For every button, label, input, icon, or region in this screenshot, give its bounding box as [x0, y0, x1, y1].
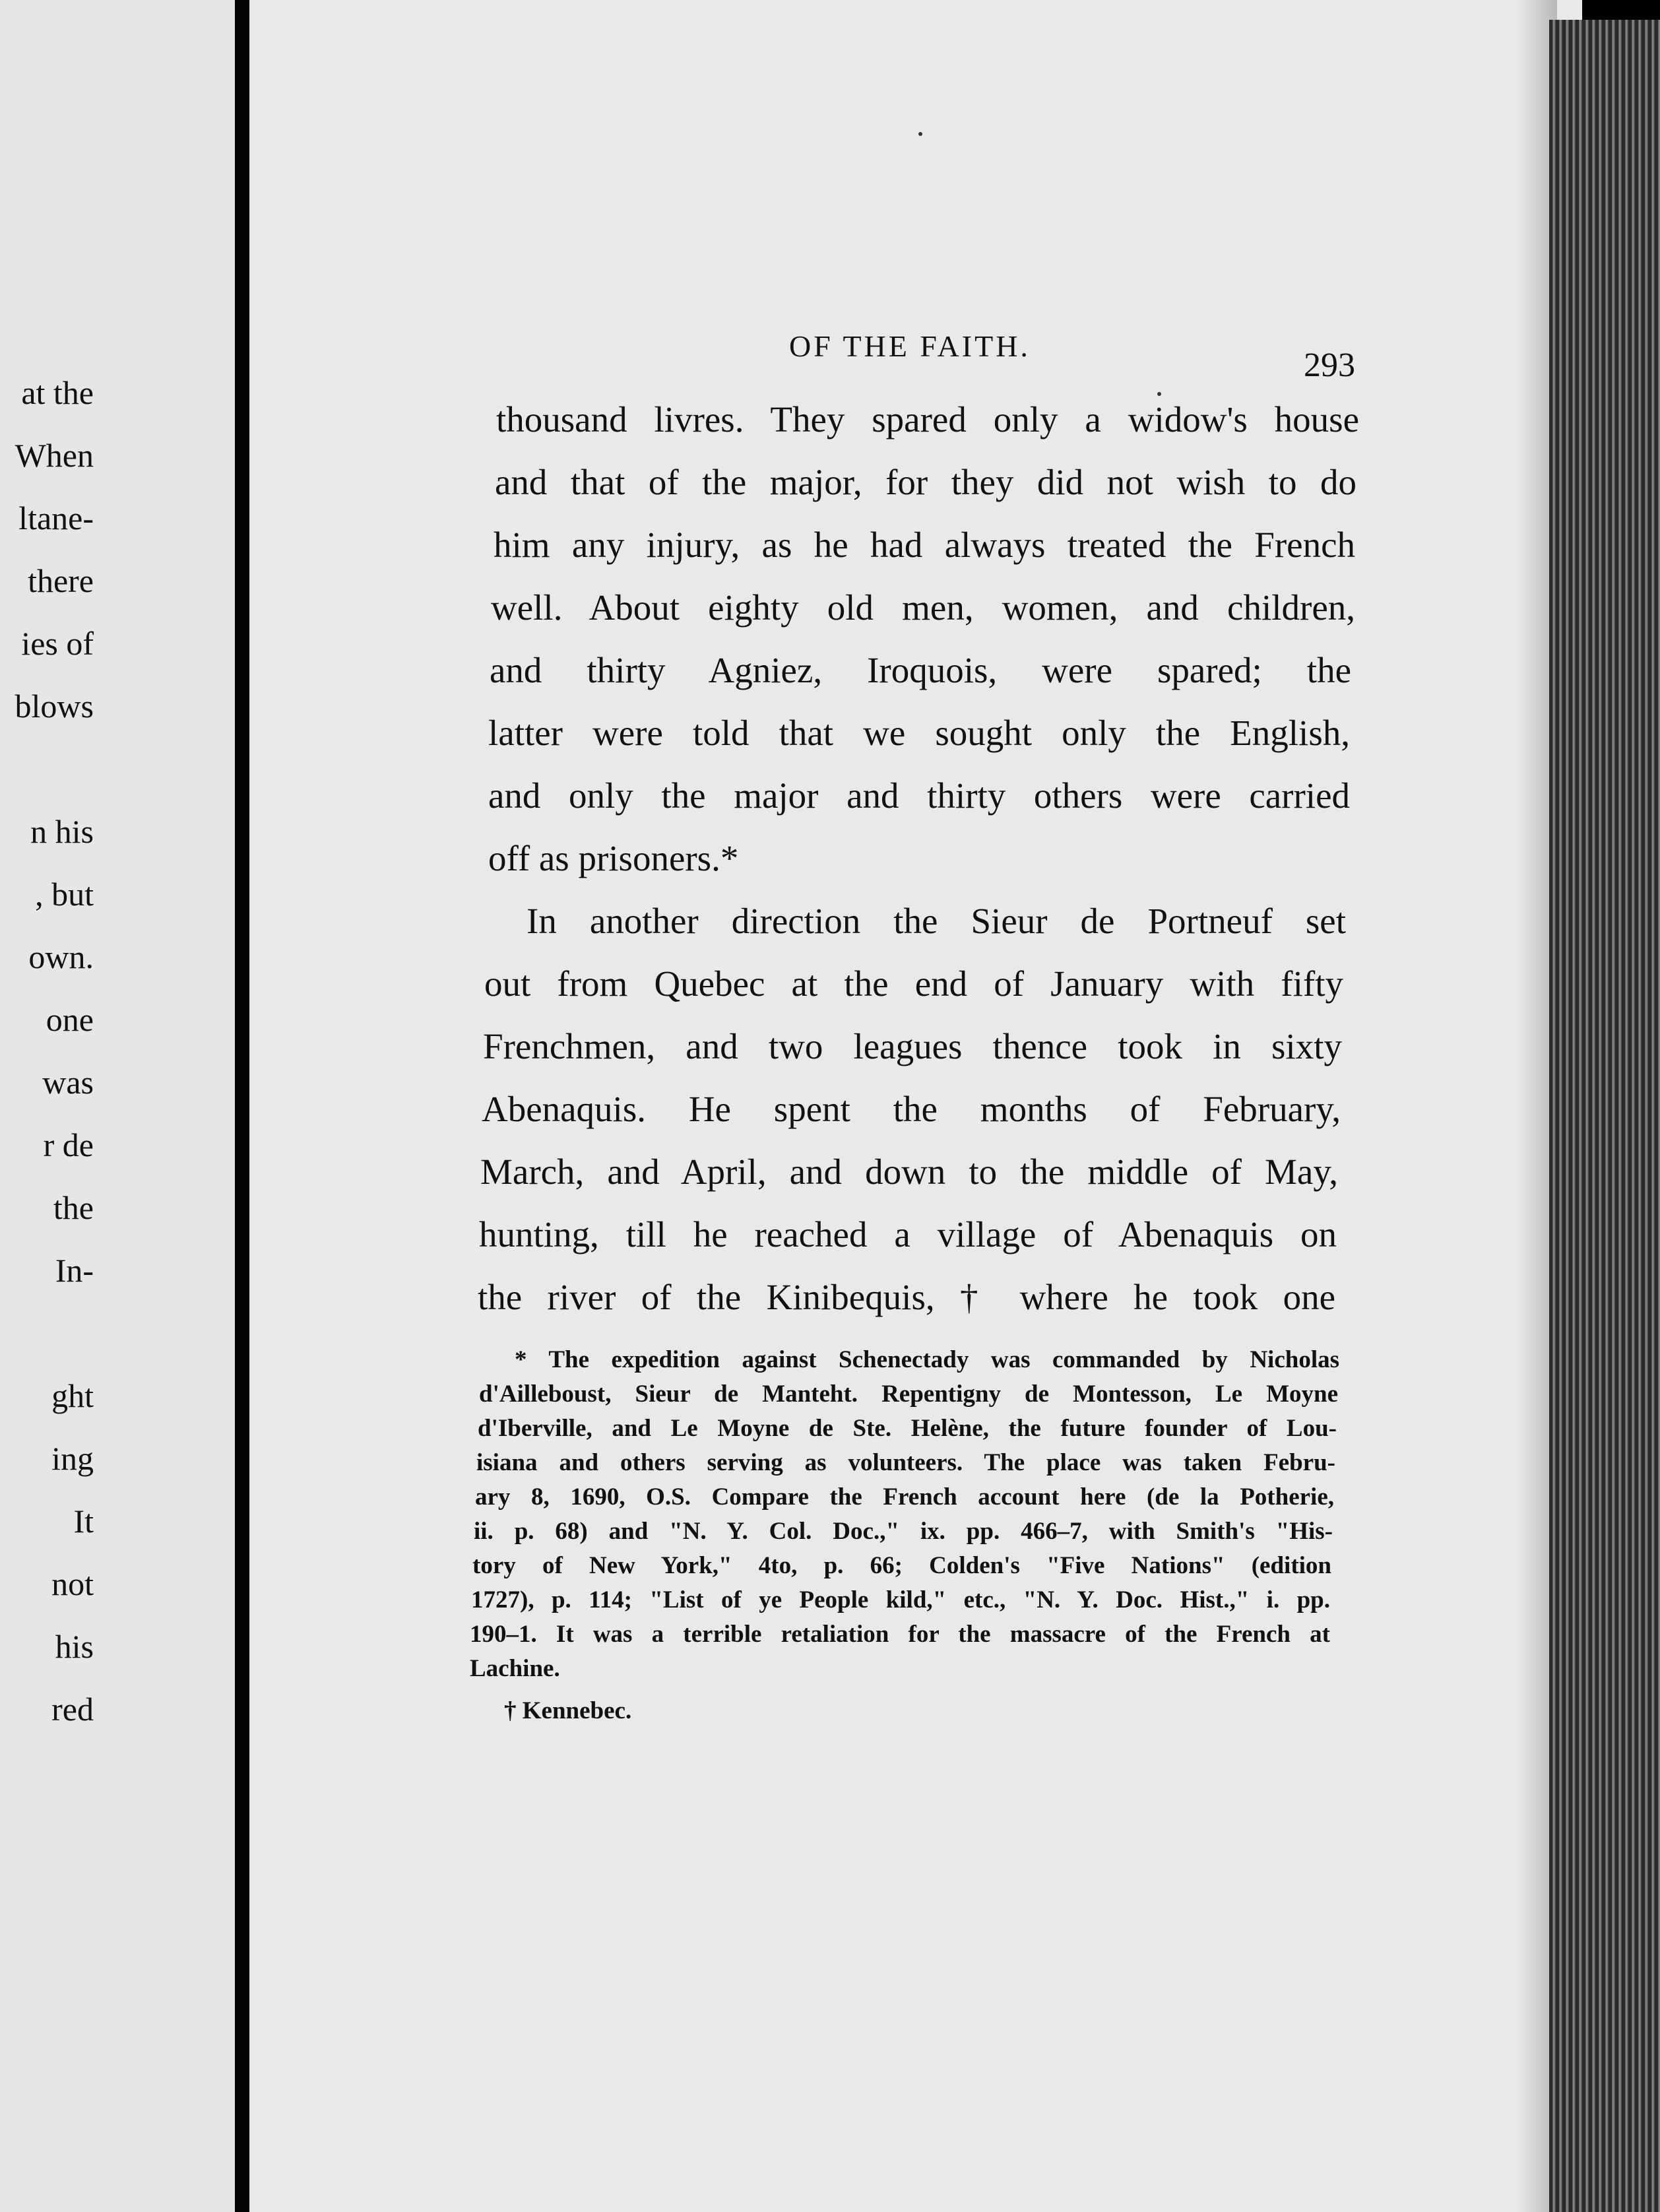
running-head: OF THE FAITH. — [789, 329, 1031, 363]
body-line: the river of the Kinibequis, † where he took one — [478, 1277, 1335, 1317]
book-gutter — [235, 0, 249, 2212]
body-line: Frenchmen, and two leagues thence took in sixty — [483, 1026, 1342, 1066]
left-page-fragment: r de — [43, 1126, 94, 1163]
footnote-line: tory of New York," 4to, p. 66; Colden's "Five Nations" (edition — [472, 1552, 1331, 1579]
left-page-fragment: one — [46, 1001, 94, 1038]
left-page-fragment: ies of — [21, 625, 94, 662]
body-line: In another direction the Sieur de Portneuf set — [527, 901, 1346, 941]
left-page-fragment: When — [15, 437, 94, 474]
left-page-fragment: ght — [51, 1377, 94, 1414]
left-page-fragment: blows — [15, 688, 94, 725]
footnote-line: Lachine. — [470, 1655, 560, 1682]
body-line: hunting, till he reached a village of Abenaquis on — [479, 1214, 1337, 1254]
specks — [1157, 392, 1161, 396]
footnote-line: 1727), p. 114; "List of ye People kild," etc., "N. Y. Doc. Hist.," i. pp. — [471, 1586, 1330, 1613]
footnote-line: * The expedition against Schenectady was commanded by Nicholas — [515, 1346, 1339, 1373]
left-page — [0, 0, 235, 2212]
footnote-line: ary 8, 1690, O.S. Compare the French account here (de la Potherie, — [475, 1483, 1334, 1511]
left-page-fragment: at the — [21, 374, 94, 411]
footnote-line: ii. p. 68) and "N. Y. Col. Doc.," ix. pp. 466–7, with Smith's "His- — [474, 1518, 1333, 1545]
body-line: out from Quebec at the end of January with fifty — [484, 963, 1343, 1004]
specks — [918, 132, 922, 136]
left-page-fragment: the — [53, 1189, 94, 1226]
left-page-fragment: not — [51, 1565, 94, 1602]
left-page-fragment: ing — [51, 1440, 94, 1477]
body-line: and thirty Agniez, Iroquois, were spared; the — [490, 650, 1351, 690]
page-edges — [1549, 20, 1660, 2212]
footnote-line: d'Iberville, and Le Moyne de Ste. Helène, the future founder of Lou- — [478, 1415, 1337, 1442]
body-line: off as prisoners.* — [488, 838, 739, 878]
body-line: latter were told that we sought only the English, — [488, 713, 1350, 753]
left-page-fragment: was — [42, 1064, 94, 1101]
body-line: thousand livres. They spared only a widow's house — [496, 399, 1359, 439]
left-page-fragment: there — [28, 562, 94, 599]
page-number: 293 — [1304, 346, 1355, 384]
body-line: March, and April, and down to the middle of May, — [480, 1152, 1338, 1192]
body-line: and only the major and thirty others were carried — [488, 775, 1350, 816]
left-page-fragment: It — [73, 1503, 94, 1540]
left-page-fragment: his — [55, 1628, 94, 1665]
left-page-fragment: In- — [55, 1252, 94, 1289]
left-page-fragment: n his — [30, 813, 94, 850]
footnote-dagger: † Kennebec. — [504, 1697, 632, 1724]
body-line: and that of the major, for they did not wish to do — [495, 462, 1357, 502]
footnote-line: isiana and others serving as volunteers. The place was taken Febru- — [476, 1449, 1335, 1476]
body-line: well. About eighty old men, women, and children, — [491, 587, 1355, 628]
left-page-fragment: red — [51, 1691, 94, 1728]
left-page-fragment: , but — [35, 876, 94, 913]
body-line: Abenaquis. He spent the months of February, — [482, 1089, 1341, 1129]
footnote-line: d'Ailleboust, Sieur de Manteht. Repentigny de Montesson, Le Moyne — [479, 1381, 1338, 1408]
left-page-fragment: ltane- — [18, 500, 94, 537]
left-page-fragment: own. — [28, 938, 94, 975]
footnote-line: 190–1. It was a terrible retaliation for the massacre of the French at — [470, 1621, 1330, 1648]
body-line: him any injury, as he had always treated the French — [494, 525, 1355, 565]
